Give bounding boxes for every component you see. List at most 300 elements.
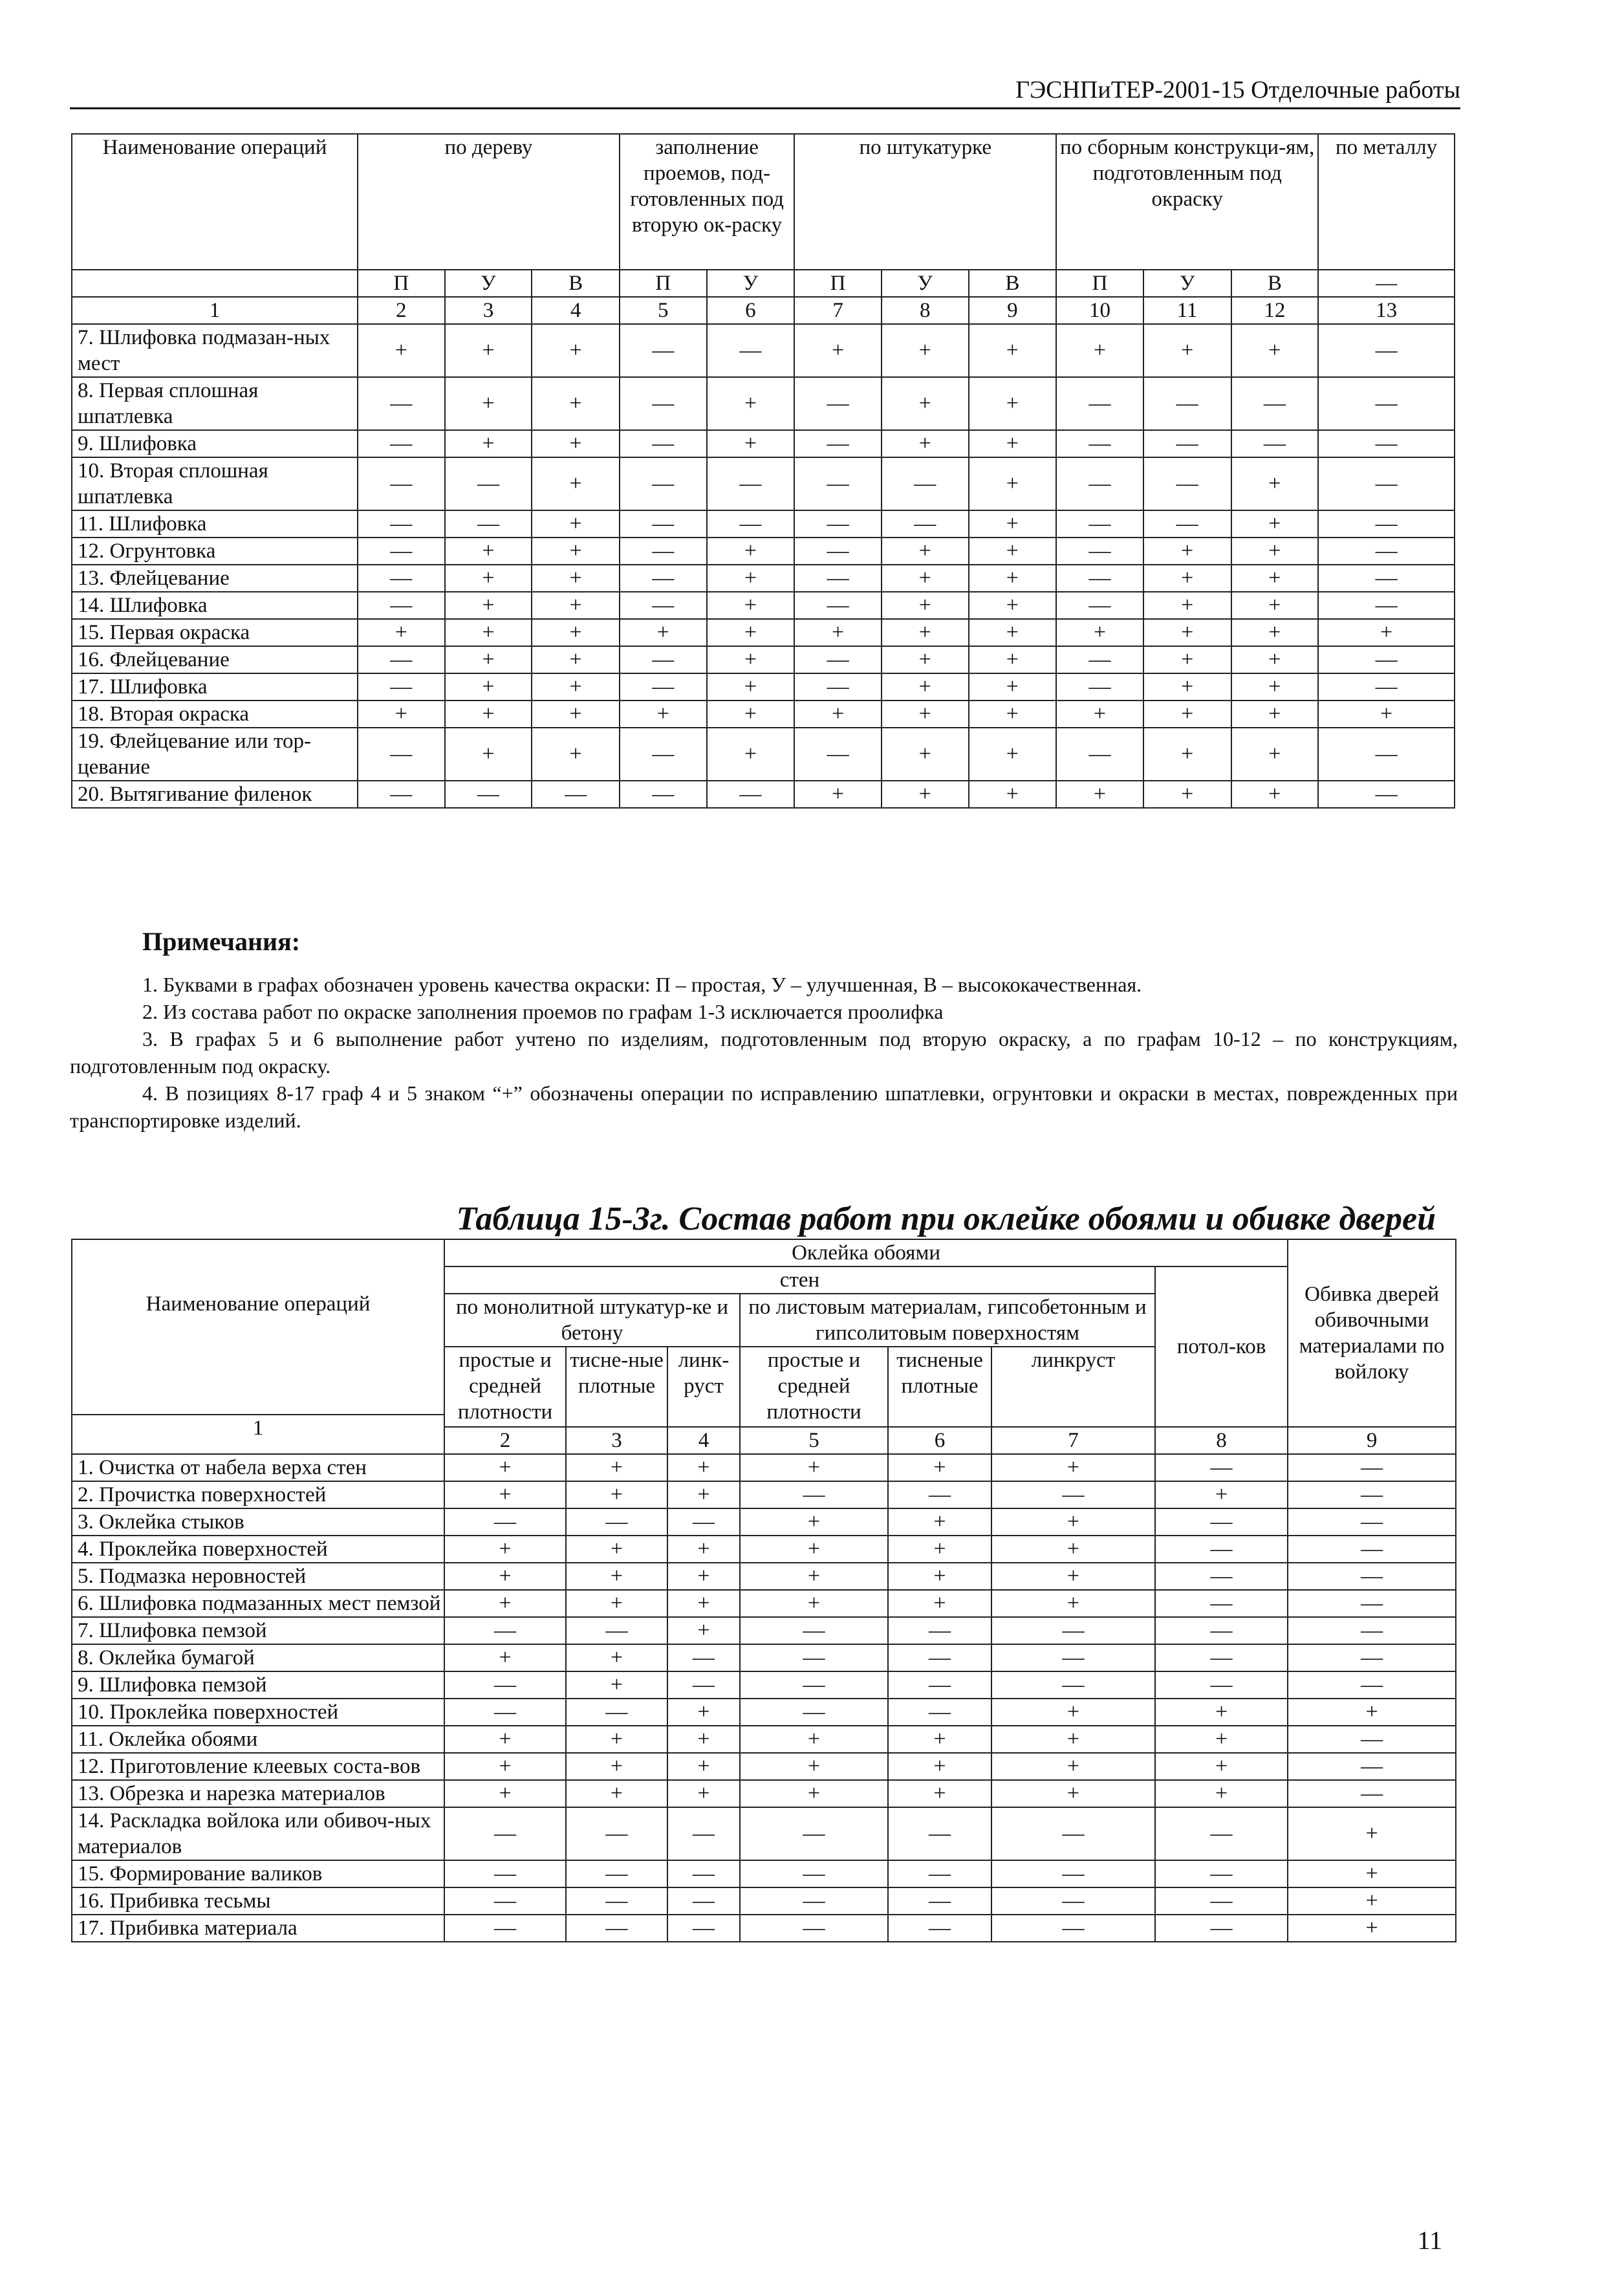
t1-value-cell: —	[1056, 728, 1143, 781]
t2-value-cell: —	[991, 1644, 1155, 1671]
t1-value-cell: +	[1056, 781, 1143, 808]
t1-value-cell: +	[1143, 646, 1231, 673]
t1-col-number: 11	[1143, 297, 1231, 324]
t2-value-cell: +	[667, 1454, 740, 1481]
t2-value-cell: —	[888, 1887, 991, 1915]
t1-group-prefab: по сборным конструкци-ям, подготовленным под окраску	[1056, 134, 1318, 270]
t2-value-cell: —	[740, 1699, 888, 1726]
t2-value-cell: —	[444, 1860, 566, 1887]
t2-value-cell: —	[667, 1807, 740, 1860]
t2-value-cell: —	[991, 1915, 1155, 1942]
t1-value-cell: —	[1318, 510, 1455, 538]
t1-operation-name: 18. Вторая окраска	[72, 701, 358, 728]
t1-quality-cell: У	[445, 270, 532, 297]
t2-value-cell: +	[991, 1699, 1155, 1726]
t1-value-cell: —	[882, 510, 969, 538]
t1-row	[72, 457, 1455, 510]
t1-operation-name: 7. Шлифовка подмазан-ных мест	[72, 324, 358, 377]
t1-value-cell: +	[969, 538, 1057, 565]
t2-value-cell: +	[888, 1590, 991, 1617]
t2-value-cell: —	[991, 1887, 1155, 1915]
t1-value-cell: —	[794, 646, 882, 673]
t2-value-cell: —	[1288, 1508, 1456, 1536]
t2-value-cell: —	[444, 1915, 566, 1942]
t1-group-openings: заполнение проемов, под-готовленных под вторую ок-раску	[620, 134, 794, 270]
t1-col-number: 7	[794, 297, 882, 324]
t2-value-cell: —	[566, 1887, 667, 1915]
t1-value-cell: —	[1056, 538, 1143, 565]
t2-value-cell: —	[1155, 1590, 1288, 1617]
t2-operation-name: 2. Прочистка поверхностей	[72, 1481, 444, 1508]
t1-value-cell: +	[882, 324, 969, 377]
t1-value-cell: +	[969, 377, 1057, 430]
t2-value-cell: —	[1288, 1780, 1456, 1807]
t2-col-number: 5	[740, 1427, 888, 1454]
t2-value-cell: +	[667, 1536, 740, 1563]
table-wallpaper-operations	[71, 1239, 1456, 1942]
t1-value-cell: +	[445, 728, 532, 781]
t1-value-cell: +	[969, 565, 1057, 592]
t2-value-cell: +	[740, 1536, 888, 1563]
t2-col-number: 2	[444, 1427, 566, 1454]
t2-value-cell: —	[444, 1699, 566, 1726]
t1-operation-name: 13. Флейцевание	[72, 565, 358, 592]
t1-value-cell: —	[358, 565, 445, 592]
t1-quality-cell: П	[794, 270, 882, 297]
t2-value-cell: +	[667, 1563, 740, 1590]
t1-value-cell: +	[1143, 728, 1231, 781]
t2-value-cell: +	[667, 1590, 740, 1617]
t2-value-cell: +	[991, 1536, 1155, 1563]
t1-value-cell: +	[1143, 592, 1231, 619]
t1-quality-cell: —	[1318, 270, 1455, 297]
t1-value-cell: +	[532, 728, 620, 781]
t1-value-cell: +	[794, 619, 882, 646]
t1-value-cell: —	[1231, 377, 1319, 430]
t1-value-cell: +	[882, 538, 969, 565]
t2-group-wallpaper: Оклейка обоями	[444, 1239, 1288, 1266]
t2-value-cell: +	[1288, 1807, 1456, 1860]
t2-value-cell: +	[740, 1454, 888, 1481]
t1-value-cell: +	[1231, 673, 1319, 701]
t2-operation-name: 13. Обрезка и нарезка материалов	[72, 1780, 444, 1807]
t1-value-cell: —	[794, 457, 882, 510]
t2-value-cell: —	[1155, 1860, 1288, 1887]
t2-value-cell: +	[566, 1454, 667, 1481]
t2-value-cell: —	[1288, 1671, 1456, 1699]
t2-row	[72, 1699, 1456, 1726]
t1-value-cell: —	[1056, 565, 1143, 592]
t2-value-cell: —	[1155, 1563, 1288, 1590]
t2-row	[72, 1860, 1456, 1887]
t2-row	[72, 1915, 1456, 1942]
t1-value-cell: +	[1143, 673, 1231, 701]
t1-value-cell: +	[532, 619, 620, 646]
t1-value-cell: —	[620, 510, 707, 538]
t2-col-name-header	[72, 1239, 444, 1454]
t1-value-cell: +	[532, 673, 620, 701]
t2-body	[72, 1454, 1456, 1942]
t1-value-cell: —	[794, 377, 882, 430]
t2-subheader: простые и средней плотности	[444, 1347, 566, 1427]
t2-value-cell: +	[566, 1726, 667, 1753]
t1-operation-name: 20. Вытягивание филенок	[72, 781, 358, 808]
t1-col-number: 5	[620, 297, 707, 324]
t2-value-cell: —	[444, 1508, 566, 1536]
t2-value-cell: +	[566, 1536, 667, 1563]
t1-value-cell: —	[794, 592, 882, 619]
t1-value-cell: —	[620, 457, 707, 510]
t1-value-cell: +	[1231, 781, 1319, 808]
t2-col-number: 7	[991, 1427, 1155, 1454]
t2-operation-name: 9. Шлифовка пемзой	[72, 1671, 444, 1699]
t2-col-number: 1	[72, 1414, 444, 1441]
t2-operation-name: 17. Прибивка материала	[72, 1915, 444, 1942]
t1-value-cell: —	[707, 510, 795, 538]
t1-value-cell: +	[1231, 619, 1319, 646]
t1-operation-name: 12. Огрунтовка	[72, 538, 358, 565]
t1-value-cell: +	[1143, 619, 1231, 646]
t2-subheader: линк-руст	[667, 1347, 740, 1427]
t1-group-wood: по дереву	[358, 134, 620, 270]
t1-row	[72, 538, 1455, 565]
t1-value-cell: —	[1231, 430, 1319, 457]
t2-value-cell: —	[1288, 1753, 1456, 1780]
t1-row	[72, 592, 1455, 619]
t1-value-cell: +	[532, 701, 620, 728]
t2-value-cell: +	[1155, 1753, 1288, 1780]
t2-subheader: тисне-ные плотные	[566, 1347, 667, 1427]
t1-value-cell: +	[969, 510, 1057, 538]
note-item: 1. Буквами в графах обозначен уровень качества окраски: П – простая, У – улучшенная, В – высококачественная.	[142, 973, 1142, 996]
t1-value-cell: —	[620, 592, 707, 619]
t1-value-cell: +	[882, 673, 969, 701]
t2-value-cell: —	[888, 1644, 991, 1671]
t1-quality-row	[72, 270, 1455, 297]
t2-value-cell: +	[740, 1563, 888, 1590]
t2-value-cell: —	[888, 1481, 991, 1508]
t1-value-cell: +	[969, 728, 1057, 781]
t2-value-cell: +	[888, 1508, 991, 1536]
t1-value-cell: +	[445, 619, 532, 646]
t1-quality-cell: П	[358, 270, 445, 297]
notes-title: Примечания:	[142, 927, 301, 956]
table2-title: Таблица 15-3г. Состав работ при оклейке обоями и обивке дверей	[456, 1201, 1436, 1237]
t2-value-cell: —	[888, 1671, 991, 1699]
t2-value-cell: —	[888, 1807, 991, 1860]
t2-value-cell: —	[444, 1671, 566, 1699]
t1-value-cell: —	[1143, 430, 1231, 457]
t1-value-cell: +	[1143, 324, 1231, 377]
t1-col-number: 3	[445, 297, 532, 324]
t2-value-cell: —	[740, 1617, 888, 1644]
t1-value-cell: —	[707, 457, 795, 510]
t1-value-cell: +	[882, 728, 969, 781]
t2-value-cell: +	[444, 1780, 566, 1807]
t1-value-cell: +	[358, 701, 445, 728]
t2-value-cell: —	[991, 1481, 1155, 1508]
t1-value-cell: +	[620, 619, 707, 646]
t1-col-number: 9	[969, 297, 1057, 324]
t1-value-cell: +	[969, 673, 1057, 701]
t1-value-cell: +	[532, 565, 620, 592]
t2-value-cell: —	[740, 1671, 888, 1699]
t2-value-cell: +	[566, 1671, 667, 1699]
t2-value-cell: +	[667, 1726, 740, 1753]
t1-value-cell: —	[1056, 592, 1143, 619]
t1-value-cell: +	[882, 646, 969, 673]
t1-value-cell: +	[969, 457, 1057, 510]
t1-value-cell: +	[1231, 565, 1319, 592]
t1-value-cell: —	[620, 728, 707, 781]
t1-value-cell: +	[707, 701, 795, 728]
t2-row	[72, 1481, 1456, 1508]
t1-value-cell: +	[532, 592, 620, 619]
t1-value-cell: —	[794, 538, 882, 565]
t1-value-cell: +	[445, 701, 532, 728]
t2-value-cell: +	[444, 1536, 566, 1563]
t1-row	[72, 430, 1455, 457]
t1-value-cell: —	[620, 781, 707, 808]
t2-value-cell: —	[1288, 1563, 1456, 1590]
t2-value-cell: —	[566, 1860, 667, 1887]
t2-row	[72, 1753, 1456, 1780]
t2-value-cell: +	[888, 1726, 991, 1753]
t2-value-cell: +	[1288, 1915, 1456, 1942]
t1-value-cell: —	[707, 781, 795, 808]
t1-quality-cell: У	[882, 270, 969, 297]
t1-operation-name: 11. Шлифовка	[72, 510, 358, 538]
t1-value-cell: +	[1231, 324, 1319, 377]
t2-operation-name: 14. Раскладка войлока или обивоч-ных материалов	[72, 1807, 444, 1860]
t1-value-cell: +	[794, 701, 882, 728]
t2-value-cell: —	[1288, 1454, 1456, 1481]
t2-row	[72, 1590, 1456, 1617]
t1-value-cell: —	[1143, 510, 1231, 538]
t2-value-cell: —	[566, 1807, 667, 1860]
t2-value-cell: +	[991, 1726, 1155, 1753]
t2-value-cell: +	[740, 1726, 888, 1753]
t2-value-cell: —	[566, 1617, 667, 1644]
t1-number-row	[72, 297, 1455, 324]
t2-value-cell: —	[1288, 1617, 1456, 1644]
t1-value-cell: +	[1143, 701, 1231, 728]
t1-value-cell: +	[445, 430, 532, 457]
t1-value-cell: —	[1318, 646, 1455, 673]
t2-value-cell: —	[740, 1860, 888, 1887]
t1-value-cell: +	[445, 673, 532, 701]
t2-group-sheet: по листовым материалам, гипсобетонным и гипсолитовым поверхностям	[740, 1294, 1155, 1347]
t2-row	[72, 1887, 1456, 1915]
t1-value-cell: +	[445, 538, 532, 565]
t2-value-cell: —	[991, 1617, 1155, 1644]
t2-value-cell: —	[667, 1644, 740, 1671]
t2-operation-name: 4. Проклейка поверхностей	[72, 1536, 444, 1563]
t1-quality-cell: У	[707, 270, 795, 297]
t2-value-cell: +	[444, 1454, 566, 1481]
t1-quality-cell: П	[1056, 270, 1143, 297]
t1-value-cell: +	[532, 377, 620, 430]
t2-col-number: 4	[667, 1427, 740, 1454]
t1-value-cell: +	[532, 510, 620, 538]
t1-value-cell: +	[969, 592, 1057, 619]
t1-col-name-header: Наименование операций	[72, 134, 358, 270]
t1-value-cell: —	[358, 510, 445, 538]
t2-col-number: 8	[1155, 1427, 1288, 1454]
t1-value-cell: —	[445, 510, 532, 538]
t1-value-cell: +	[1143, 565, 1231, 592]
t1-value-cell: —	[620, 673, 707, 701]
t1-value-cell: +	[1231, 457, 1319, 510]
t1-value-cell: —	[358, 728, 445, 781]
t2-value-cell: —	[991, 1671, 1155, 1699]
t1-value-cell: —	[620, 324, 707, 377]
t1-value-cell: —	[358, 538, 445, 565]
t1-value-cell: —	[358, 457, 445, 510]
t1-value-cell: +	[882, 781, 969, 808]
t1-col-number: 2	[358, 297, 445, 324]
t1-value-cell: +	[794, 324, 882, 377]
t1-value-cell: +	[532, 324, 620, 377]
t1-operation-name: 17. Шлифовка	[72, 673, 358, 701]
t2-group-doors: Обивка дверей обивочными материалами по войлоку	[1288, 1239, 1456, 1427]
t1-value-cell: —	[1143, 457, 1231, 510]
t2-value-cell: —	[740, 1915, 888, 1942]
note-item: 4. В позициях 8-17 граф 4 и 5 знаком “+” обозначены операции по исправлению шпатлевки, огрунтовки и окраски в местах, поврежденных при транспортировке изделий.	[70, 1081, 1458, 1132]
t1-operation-name: 8. Первая сплошная шпатлевка	[72, 377, 358, 430]
t1-value-cell: —	[1318, 377, 1455, 430]
t2-group-monolithic: по монолитной штукатур-ке и бетону	[444, 1294, 740, 1347]
t2-operation-name: 6. Шлифовка подмазанных мест пемзой	[72, 1590, 444, 1617]
t2-value-cell: —	[566, 1699, 667, 1726]
t1-value-cell: —	[445, 457, 532, 510]
t1-value-cell: +	[1231, 646, 1319, 673]
t2-value-cell: —	[991, 1807, 1155, 1860]
t1-value-cell: +	[707, 592, 795, 619]
t1-quality-cell: У	[1143, 270, 1231, 297]
t2-operation-name: 7. Шлифовка пемзой	[72, 1617, 444, 1644]
t2-operation-name: 11. Оклейка обоями	[72, 1726, 444, 1753]
t2-value-cell: +	[740, 1753, 888, 1780]
t1-group-plaster: по штукатурке	[794, 134, 1056, 270]
t2-subheader: тисненые плотные	[888, 1347, 991, 1427]
t1-value-cell: —	[358, 377, 445, 430]
t2-value-cell: +	[667, 1481, 740, 1508]
t2-value-cell: +	[444, 1644, 566, 1671]
t1-value-cell: —	[1318, 324, 1455, 377]
t1-col-number: 4	[532, 297, 620, 324]
t2-value-cell: +	[888, 1753, 991, 1780]
t1-value-cell: —	[1318, 781, 1455, 808]
t1-value-cell: —	[358, 646, 445, 673]
t1-col-number: 10	[1056, 297, 1143, 324]
t2-value-cell: —	[740, 1887, 888, 1915]
t1-value-cell: +	[1056, 324, 1143, 377]
t1-row	[72, 619, 1455, 646]
t1-value-cell: —	[620, 430, 707, 457]
t1-value-cell: —	[532, 781, 620, 808]
t2-value-cell: —	[740, 1481, 888, 1508]
t2-operation-name: 16. Прибивка тесьмы	[72, 1887, 444, 1915]
t1-value-cell: +	[969, 619, 1057, 646]
table-painting-operations	[71, 133, 1455, 809]
t2-value-cell: —	[1288, 1481, 1456, 1508]
t2-value-cell: —	[1155, 1454, 1288, 1481]
t1-value-cell: —	[794, 673, 882, 701]
t1-value-cell: —	[1143, 377, 1231, 430]
t1-value-cell: +	[969, 324, 1057, 377]
t2-value-cell: —	[444, 1807, 566, 1860]
t2-value-cell: —	[1288, 1644, 1456, 1671]
t2-value-cell: —	[1155, 1508, 1288, 1536]
t1-value-cell: —	[1056, 430, 1143, 457]
t2-value-cell: —	[740, 1644, 888, 1671]
t1-row	[72, 728, 1455, 781]
t2-value-cell: +	[566, 1644, 667, 1671]
t2-value-cell: +	[667, 1753, 740, 1780]
t2-value-cell: —	[1155, 1887, 1288, 1915]
t2-row	[72, 1726, 1456, 1753]
t2-value-cell: —	[667, 1915, 740, 1942]
t1-row	[72, 377, 1455, 430]
t1-value-cell: +	[1231, 538, 1319, 565]
t2-value-cell: +	[991, 1454, 1155, 1481]
t2-value-cell: —	[566, 1915, 667, 1942]
t2-group-ceilings: потол-ков	[1155, 1266, 1288, 1427]
t2-row	[72, 1644, 1456, 1671]
t2-value-cell: —	[667, 1887, 740, 1915]
t1-value-cell: +	[1231, 592, 1319, 619]
t1-quality-cell: П	[620, 270, 707, 297]
t1-row	[72, 673, 1455, 701]
t2-value-cell: —	[444, 1887, 566, 1915]
t2-value-cell: +	[740, 1780, 888, 1807]
t1-col-number: 1	[72, 297, 358, 324]
t2-value-cell: +	[991, 1780, 1155, 1807]
t1-group-metal: по металлу	[1318, 134, 1455, 270]
t2-value-cell: +	[1288, 1887, 1456, 1915]
t2-value-cell: —	[888, 1860, 991, 1887]
t1-quality-empty	[72, 270, 358, 297]
t1-value-cell: +	[532, 430, 620, 457]
t1-row	[72, 510, 1455, 538]
t2-row	[72, 1780, 1456, 1807]
t2-row	[72, 1454, 1456, 1481]
t1-value-cell: +	[794, 781, 882, 808]
t2-value-cell: +	[1155, 1780, 1288, 1807]
t1-value-cell: —	[620, 646, 707, 673]
t2-value-cell: +	[991, 1753, 1155, 1780]
t2-value-cell: +	[667, 1780, 740, 1807]
t2-value-cell: —	[1288, 1536, 1456, 1563]
t2-value-cell: +	[444, 1563, 566, 1590]
t1-value-cell: +	[1231, 510, 1319, 538]
t1-row	[72, 646, 1455, 673]
t1-value-cell: +	[1056, 619, 1143, 646]
t2-value-cell: +	[1288, 1860, 1456, 1887]
t1-value-cell: —	[1318, 565, 1455, 592]
t1-operation-name: 10. Вторая сплошная шпатлевка	[72, 457, 358, 510]
t1-value-cell: —	[358, 781, 445, 808]
t2-value-cell: +	[888, 1536, 991, 1563]
t1-value-cell: +	[1231, 728, 1319, 781]
t2-value-cell: —	[1155, 1536, 1288, 1563]
t1-col-number: 13	[1318, 297, 1455, 324]
t1-value-cell: +	[1143, 781, 1231, 808]
t1-body	[72, 324, 1455, 808]
t1-row	[72, 565, 1455, 592]
t1-value-cell: +	[1231, 701, 1319, 728]
